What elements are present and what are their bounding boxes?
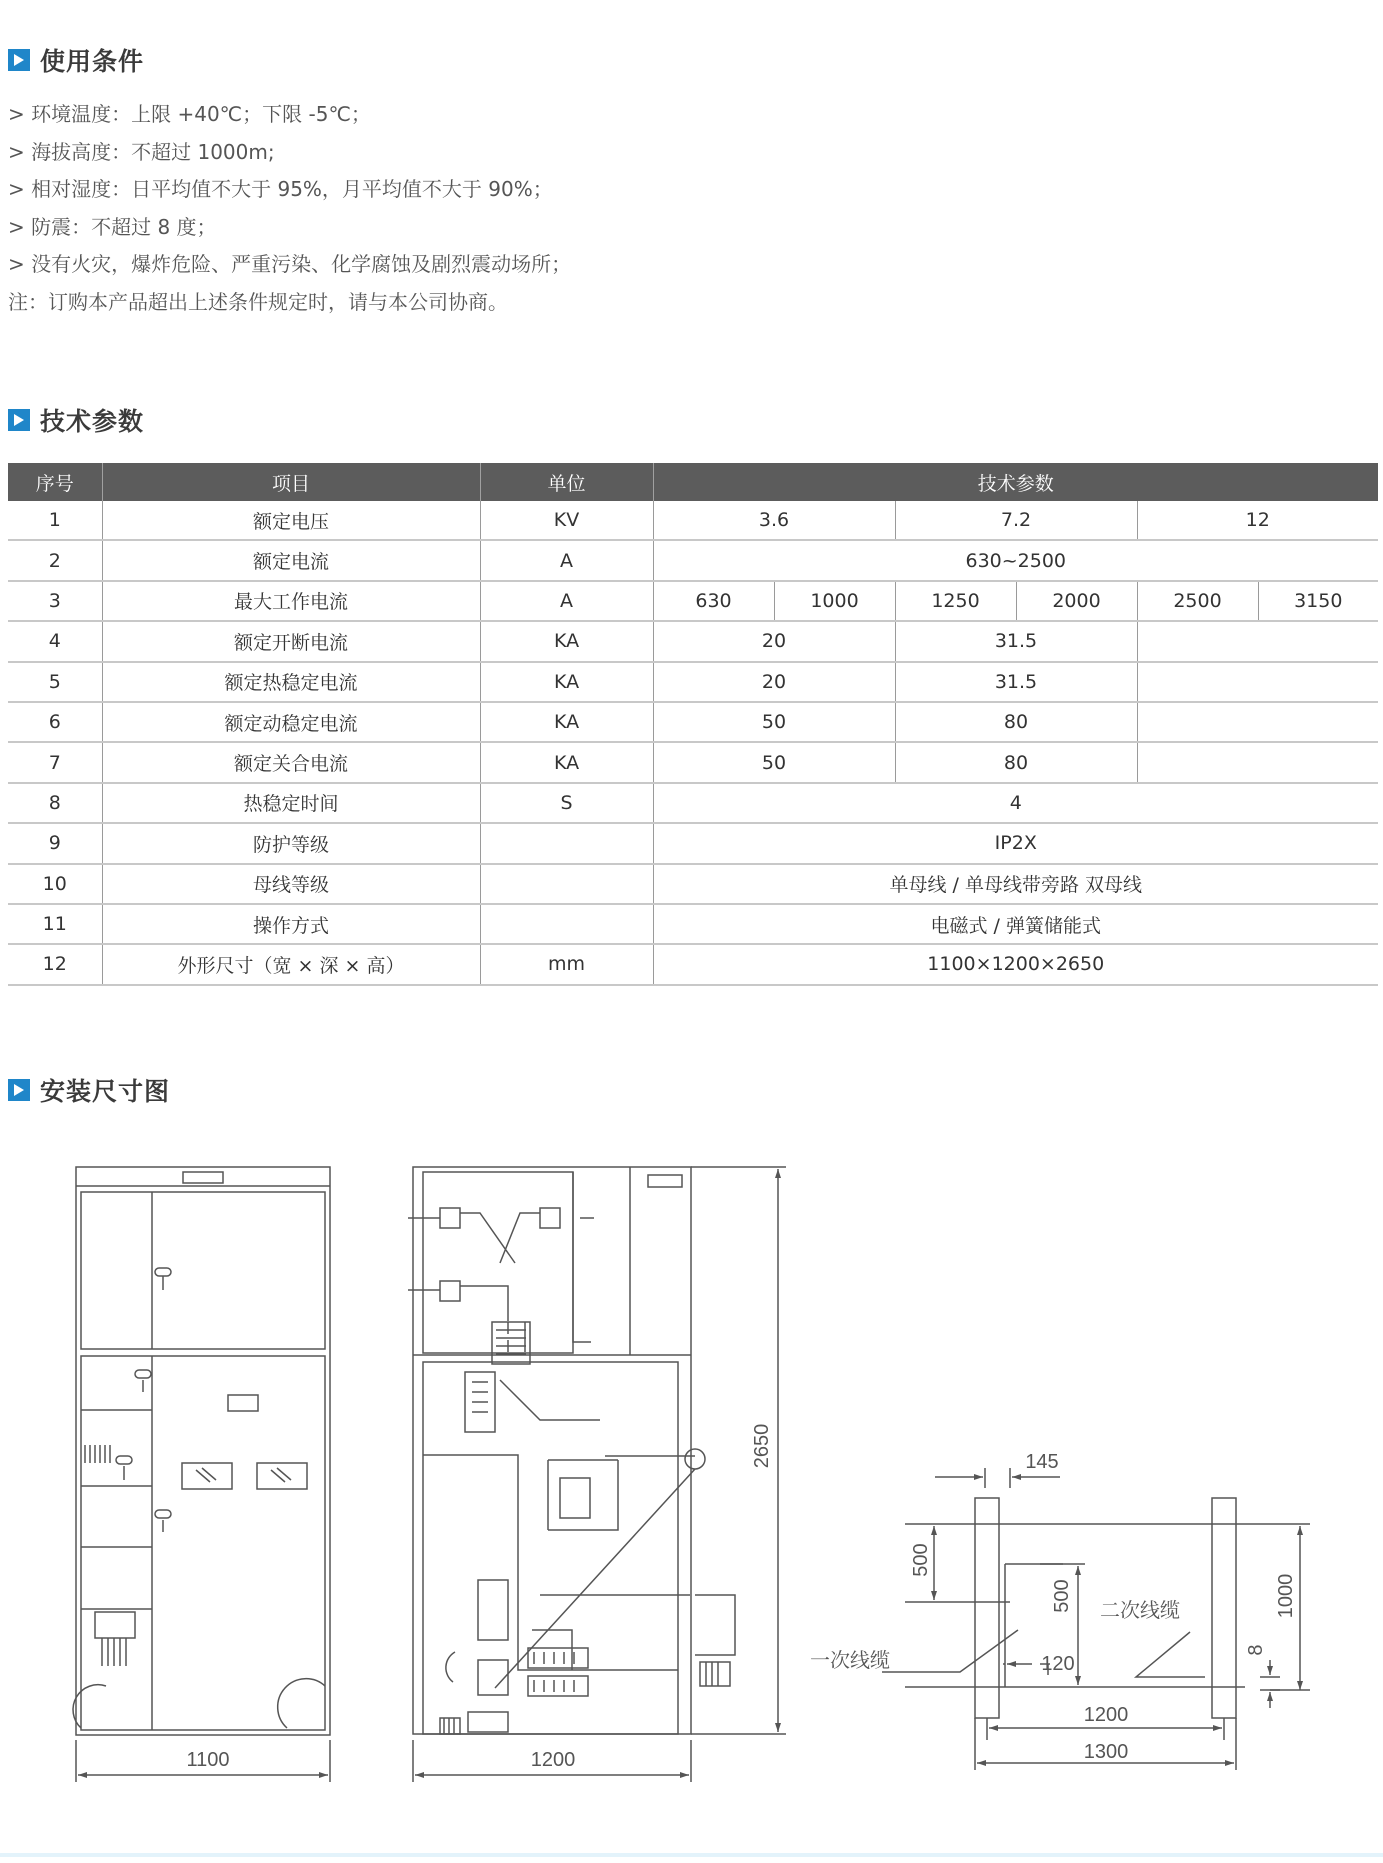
cell-value: 1250 bbox=[895, 581, 1016, 621]
cell-no: 6 bbox=[8, 702, 102, 742]
table-row bbox=[8, 823, 1378, 863]
cell-unit: A bbox=[480, 540, 653, 580]
cell-no: 10 bbox=[8, 864, 102, 904]
cell-value: 20 bbox=[653, 662, 895, 702]
cell-no: 1 bbox=[8, 501, 102, 540]
dim-500-inner: 500 bbox=[1051, 1579, 1073, 1613]
dim-1200: 1200 bbox=[1083, 1704, 1129, 1726]
cell-value: 7.2 bbox=[895, 501, 1137, 540]
table-header-row bbox=[8, 463, 1378, 501]
cell-value: 12 bbox=[1137, 501, 1378, 540]
cell-item: 母线等级 bbox=[102, 864, 480, 904]
cell-no: 7 bbox=[8, 742, 102, 782]
table-row bbox=[8, 662, 1378, 702]
condition-note: 注：订购本产品超出上述条件规定时，请与本公司协商。 bbox=[8, 289, 508, 314]
cell-value: 电磁式 / 弹簧储能式 bbox=[653, 904, 1378, 944]
cell-unit: KV bbox=[480, 501, 653, 540]
cell-value bbox=[1137, 742, 1378, 782]
cell-value: 1100×1200×2650 bbox=[653, 944, 1378, 984]
front-view bbox=[73, 1167, 330, 1735]
cell-item: 额定开断电流 bbox=[102, 621, 480, 661]
header-unit: 单位 bbox=[480, 463, 653, 501]
table-row bbox=[8, 864, 1378, 904]
header-item: 项目 bbox=[102, 463, 480, 501]
table-row bbox=[8, 581, 1378, 621]
dim-500-left: 500 bbox=[910, 1543, 932, 1577]
cell-value: 4 bbox=[653, 783, 1378, 823]
cell-value: 单母线 / 单母线带旁路 双母线 bbox=[653, 864, 1378, 904]
cell-no: 9 bbox=[8, 823, 102, 863]
cell-unit: KA bbox=[480, 702, 653, 742]
dim-front-width: 1100 bbox=[186, 1749, 230, 1771]
cell-item: 额定电流 bbox=[102, 540, 480, 580]
installation-drawing bbox=[0, 1140, 1383, 1820]
dim-145: 145 bbox=[1025, 1451, 1059, 1473]
section-title-text: 技术参数 bbox=[40, 407, 145, 436]
cell-value bbox=[1137, 621, 1378, 661]
condition-item: > 防震：不超过 8 度； bbox=[8, 214, 217, 239]
cell-unit: KA bbox=[480, 621, 653, 661]
cell-item: 热稳定时间 bbox=[102, 783, 480, 823]
condition-item: > 环境温度：上限 +40℃；下限 -5℃； bbox=[8, 102, 371, 126]
cell-no: 2 bbox=[8, 540, 102, 580]
cell-value: 50 bbox=[653, 742, 895, 782]
cell-unit: S bbox=[480, 783, 653, 823]
cell-item: 额定关合电流 bbox=[102, 742, 480, 782]
condition-item: > 相对湿度：日平均值不大于 95%，月平均值不大于 90%； bbox=[8, 177, 553, 202]
cell-unit: KA bbox=[480, 662, 653, 702]
dim-1300: 1300 bbox=[1083, 1741, 1129, 1763]
table-row bbox=[8, 944, 1378, 984]
cell-value: 630~2500 bbox=[653, 540, 1378, 580]
condition-item: > 没有火灾，爆炸危险、严重污染、化学腐蚀及剧烈震动场所； bbox=[8, 252, 572, 277]
conditions-list bbox=[8, 96, 571, 322]
dim-side-depth: 1200 bbox=[530, 1749, 576, 1771]
table-row bbox=[8, 540, 1378, 580]
table-row bbox=[8, 501, 1378, 540]
cell-unit bbox=[480, 904, 653, 944]
cell-value: 2000 bbox=[1016, 581, 1137, 621]
cell-value bbox=[1137, 702, 1378, 742]
cell-value: 2500 bbox=[1137, 581, 1258, 621]
section-title-conditions bbox=[8, 42, 144, 78]
cell-no: 11 bbox=[8, 904, 102, 944]
cell-no: 4 bbox=[8, 621, 102, 661]
cell-unit: mm bbox=[480, 944, 653, 984]
dim-8: 8 bbox=[1245, 1644, 1267, 1656]
triangle-marker-icon bbox=[8, 409, 30, 431]
table-row bbox=[8, 904, 1378, 944]
header-no: 序号 bbox=[8, 463, 102, 501]
label-secondary-cable: 二次线缆 bbox=[1100, 1600, 1180, 1622]
cell-unit: A bbox=[480, 581, 653, 621]
cell-unit: KA bbox=[480, 742, 653, 782]
side-view bbox=[408, 1167, 735, 1734]
label-primary-cable: 一次线缆 bbox=[810, 1650, 890, 1672]
cell-item: 外形尺寸（宽 × 深 × 高） bbox=[102, 944, 480, 984]
table-row bbox=[8, 702, 1378, 742]
table-row bbox=[8, 783, 1378, 823]
cell-value: IP2X bbox=[653, 823, 1378, 863]
section-title-text: 使用条件 bbox=[40, 47, 145, 76]
cell-item: 操作方式 bbox=[102, 904, 480, 944]
dim-height: 2650 bbox=[751, 1423, 773, 1469]
cell-unit bbox=[480, 864, 653, 904]
cell-no: 8 bbox=[8, 783, 102, 823]
cell-value: 3150 bbox=[1258, 581, 1378, 621]
table-row bbox=[8, 742, 1378, 782]
dim-120: 120 bbox=[1041, 1653, 1075, 1675]
cell-value: 1000 bbox=[774, 581, 895, 621]
condition-item: > 海拔高度：不超过 1000m; bbox=[8, 139, 275, 164]
cell-value: 20 bbox=[653, 621, 895, 661]
table-row bbox=[8, 621, 1378, 661]
cell-item: 额定热稳定电流 bbox=[102, 662, 480, 702]
cell-value: 31.5 bbox=[895, 621, 1137, 661]
cell-item: 额定电压 bbox=[102, 501, 480, 540]
cell-value bbox=[1137, 662, 1378, 702]
section-title-install bbox=[8, 1072, 170, 1108]
cell-item: 防护等级 bbox=[102, 823, 480, 863]
cell-no: 12 bbox=[8, 944, 102, 984]
footer-divider bbox=[0, 1853, 1383, 1857]
section-title-params bbox=[8, 402, 144, 438]
cell-value: 80 bbox=[895, 702, 1137, 742]
cell-unit bbox=[480, 823, 653, 863]
dim-1000: 1000 bbox=[1275, 1573, 1297, 1619]
parameters-table bbox=[8, 463, 1378, 986]
triangle-marker-icon bbox=[8, 49, 30, 71]
cell-no: 3 bbox=[8, 581, 102, 621]
cell-item: 最大工作电流 bbox=[102, 581, 480, 621]
cell-value: 31.5 bbox=[895, 662, 1137, 702]
section-title-text: 安装尺寸图 bbox=[40, 1077, 171, 1106]
triangle-marker-icon bbox=[8, 1079, 30, 1101]
cell-item: 额定动稳定电流 bbox=[102, 702, 480, 742]
header-param: 技术参数 bbox=[653, 463, 1378, 501]
cell-value: 50 bbox=[653, 702, 895, 742]
cell-value: 80 bbox=[895, 742, 1137, 782]
cell-value: 3.6 bbox=[653, 501, 895, 540]
cell-no: 5 bbox=[8, 662, 102, 702]
cell-value: 630 bbox=[653, 581, 774, 621]
